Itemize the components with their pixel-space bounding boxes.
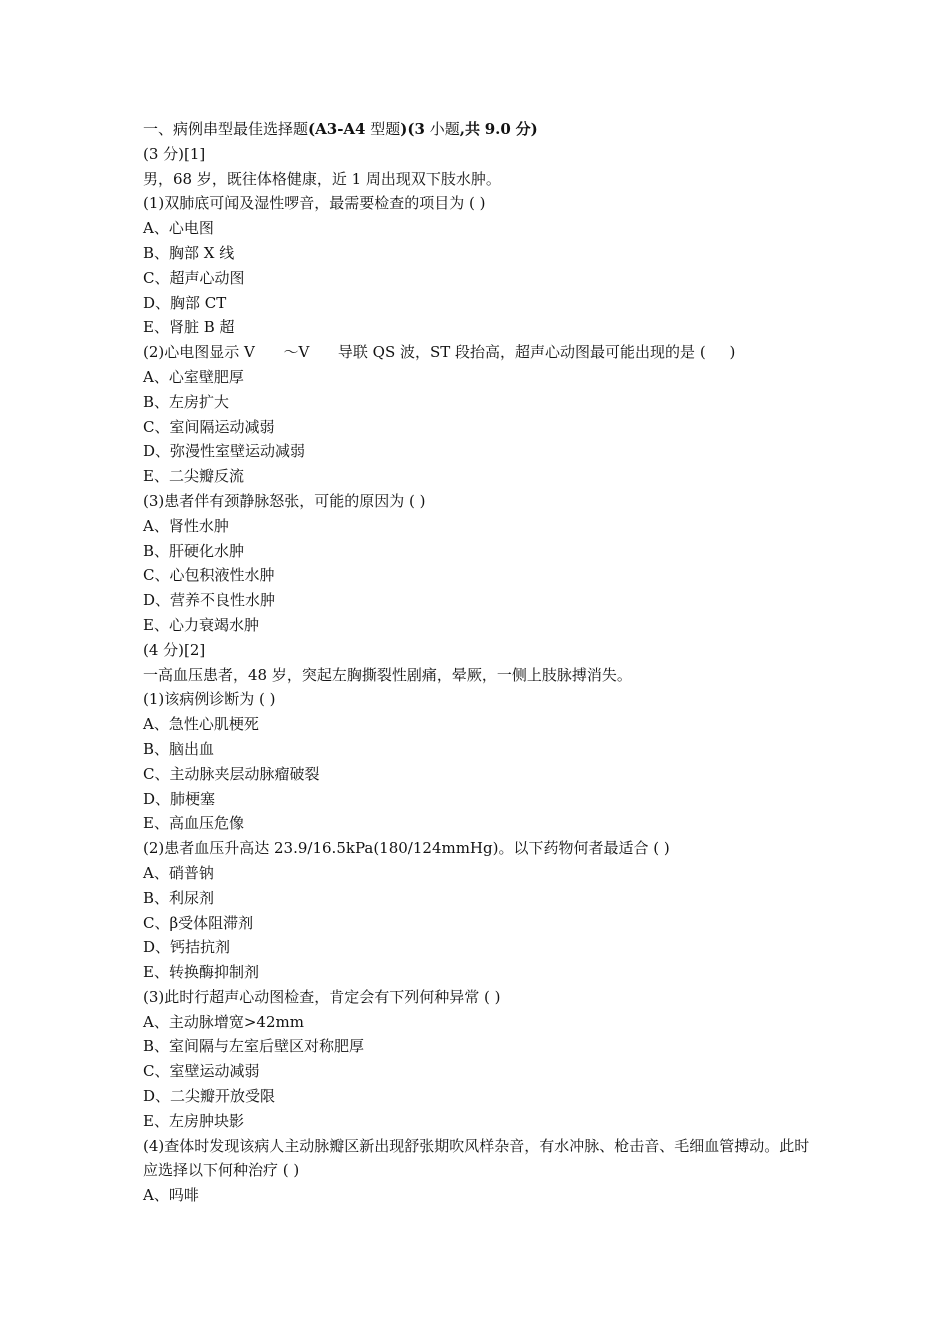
option-d: D、营养不良性水肿	[143, 591, 276, 610]
option-d: D、弥漫性室壁运动减弱	[143, 442, 306, 461]
option-c: C、室壁运动减弱	[143, 1062, 260, 1081]
question-text: (2)心电图显示 V ～V 导联 QS 波，ST 段抬高，超声心动图最可能出现的是 ( )	[143, 343, 736, 362]
option-c: C、β受体阻滞剂	[143, 913, 254, 932]
section-title-prefix: 一、病例串型最佳选择题	[143, 120, 309, 138]
section-title-score: 9.0	[484, 120, 511, 138]
option-c: C、主动脉夹层动脉瘤破裂	[143, 764, 320, 783]
option-a: A、吗啡	[143, 1186, 199, 1205]
option-b: B、利尿剂	[143, 888, 215, 907]
option-a: A、急性心肌梗死	[143, 715, 259, 734]
question-text: (1)该病例诊断为 ( )	[143, 690, 276, 709]
option-b: B、左房扩大	[143, 392, 230, 411]
section-title-code: (A3-A4	[308, 120, 366, 138]
option-a: A、主动脉增宽>42mm	[143, 1012, 304, 1031]
option-e: E、高血压危像	[143, 814, 244, 833]
case-header: (4 分)[2]	[143, 640, 206, 659]
section-title-suffix: 分)	[515, 120, 538, 138]
option-d: D、肺梗塞	[143, 789, 216, 808]
option-e: E、二尖瓣反流	[143, 467, 244, 486]
option-a: A、肾性水肿	[143, 516, 229, 535]
question-text: (3)患者伴有颈静脉怒张，可能的原因为 ( )	[143, 491, 426, 510]
option-d: D、二尖瓣开放受限	[143, 1087, 276, 1106]
question-text: (3)此时行超声心动图检查，肯定会有下列何种异常 ( )	[143, 987, 501, 1006]
question-text: (1)双肺底可闻及湿性啰音，最需要检查的项目为 ( )	[143, 194, 486, 213]
section-title-count: )(3	[400, 120, 425, 138]
option-a: A、心电图	[143, 219, 214, 238]
option-e: E、转换酶抑制剂	[143, 963, 259, 982]
section-title-type: 型题	[370, 120, 401, 138]
option-b: B、胸部 X 线	[143, 243, 235, 262]
option-b: B、室间隔与左室后壁区对称肥厚	[143, 1037, 365, 1056]
option-e: E、左房肿块影	[143, 1111, 244, 1130]
option-c: C、心包积液性水肿	[143, 566, 275, 585]
question-text: (2)患者血压升高达 23.9/16.5kPa(180/124mmHg)。以下药物何者最适合 ( )	[143, 839, 670, 858]
option-b: B、脑出血	[143, 739, 215, 758]
option-c: C、室间隔运动减弱	[143, 417, 275, 436]
case-stem: 一高血压患者，48 岁，突起左胸撕裂性剧痛，晕厥，一侧上肢脉搏消失。	[143, 665, 632, 684]
option-a: A、硝普钠	[143, 863, 214, 882]
option-b: B、肝硬化水肿	[143, 541, 245, 560]
option-e: E、肾脏 B 超	[143, 318, 235, 337]
option-a: A、心室壁肥厚	[143, 367, 244, 386]
option-e: E、心力衰竭水肿	[143, 615, 259, 634]
section-title	[143, 117, 823, 142]
section-title-unit: 小题	[429, 120, 460, 138]
option-c: C、超声心动图	[143, 268, 245, 287]
option-d: D、胸部 CT	[143, 293, 227, 312]
question-text: (4)查体时发现该病人主动脉瓣区新出现舒张期吹风样杂音，有水冲脉、枪击音、毛细血管搏动。此时应选择以下何种治疗 ( )	[143, 1136, 810, 1180]
section-title-total: ,共	[459, 120, 480, 138]
exam-page	[143, 117, 823, 1208]
option-d: D、钙拮抗剂	[143, 938, 231, 957]
case-header: (3 分)[1]	[143, 144, 206, 163]
case-stem: 男，68 岁，既往体格健康，近 1 周出现双下肢水肿。	[143, 169, 501, 188]
